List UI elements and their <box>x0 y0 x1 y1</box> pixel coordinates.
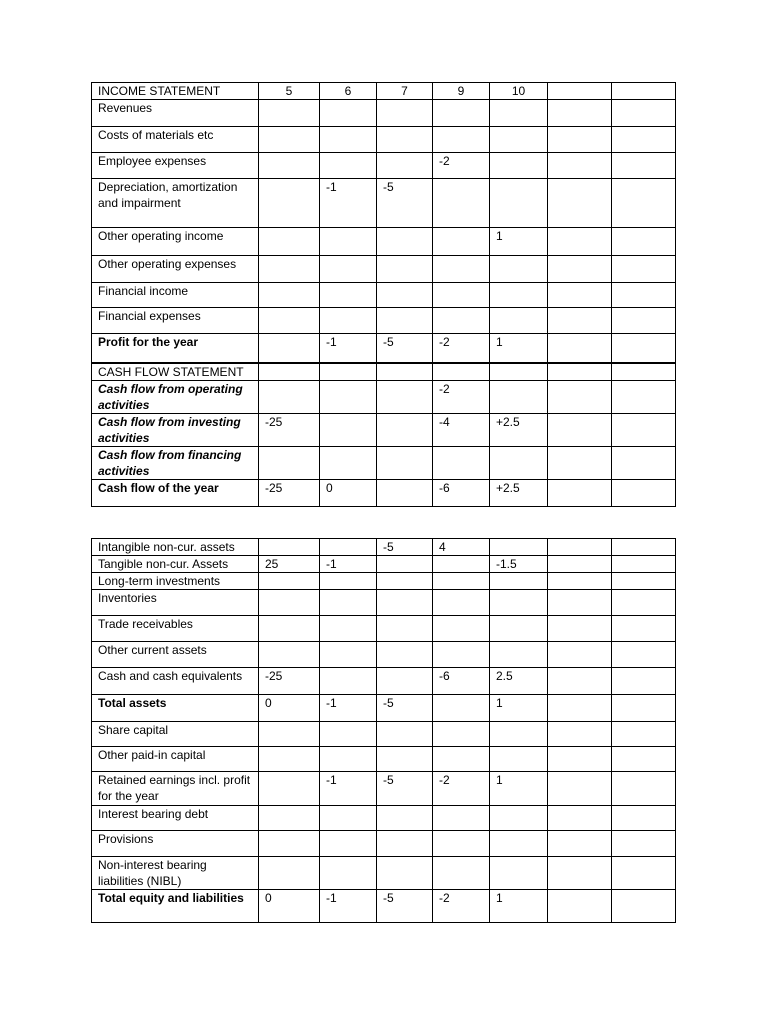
value-cell <box>612 153 676 179</box>
value-cell <box>320 414 377 447</box>
row-label-cell: Other current assets <box>92 642 259 668</box>
row-label-cell: INCOME STATEMENT <box>92 83 259 100</box>
value-cell <box>320 668 377 695</box>
value-cell <box>548 100 612 127</box>
table-row <box>92 573 676 590</box>
table-row <box>92 747 676 772</box>
table-row <box>92 890 676 923</box>
value-cell <box>612 179 676 228</box>
table-row <box>92 668 676 695</box>
value-cell <box>320 228 377 256</box>
row-label-cell: Other operating income <box>92 228 259 256</box>
value-cell <box>377 831 433 857</box>
table-row <box>92 556 676 573</box>
value-cell <box>612 83 676 100</box>
value-cell <box>612 308 676 334</box>
value-cell: 10 <box>490 83 548 100</box>
value-cell <box>259 642 320 668</box>
value-cell <box>377 228 433 256</box>
row-label-cell: Depreciation, amortization and impairment <box>92 179 259 228</box>
row-label-cell: Non-interest bearing liabilities (NIBL) <box>92 857 259 890</box>
value-cell <box>377 573 433 590</box>
value-cell <box>377 100 433 127</box>
value-cell <box>548 308 612 334</box>
value-cell <box>548 127 612 153</box>
table-row <box>92 772 676 806</box>
value-cell <box>612 668 676 695</box>
value-cell <box>377 414 433 447</box>
table-row <box>92 179 676 228</box>
value-cell <box>548 179 612 228</box>
value-cell <box>377 283 433 308</box>
value-cell <box>548 695 612 722</box>
row-label-cell: Cash flow from financing activities <box>92 447 259 480</box>
value-cell <box>320 722 377 747</box>
row-label-cell: Financial income <box>92 283 259 308</box>
value-cell <box>548 668 612 695</box>
value-cell <box>377 722 433 747</box>
row-label-cell: Other operating expenses <box>92 256 259 283</box>
value-cell <box>433 228 490 256</box>
value-cell <box>490 857 548 890</box>
value-cell <box>377 480 433 507</box>
value-cell <box>377 381 433 414</box>
value-cell: -2 <box>433 334 490 364</box>
value-cell <box>259 747 320 772</box>
value-cell: 0 <box>259 890 320 923</box>
table-row <box>92 283 676 308</box>
value-cell <box>433 363 490 381</box>
value-cell <box>433 127 490 153</box>
value-cell <box>377 668 433 695</box>
value-cell <box>259 153 320 179</box>
row-label-cell: Intangible non-cur. assets <box>92 539 259 556</box>
value-cell: -1 <box>320 890 377 923</box>
row-label-cell: Share capital <box>92 722 259 747</box>
value-cell: -5 <box>377 695 433 722</box>
table-row <box>92 228 676 256</box>
value-cell <box>320 256 377 283</box>
value-cell <box>548 890 612 923</box>
value-cell <box>612 722 676 747</box>
value-cell: +2.5 <box>490 480 548 507</box>
value-cell <box>433 747 490 772</box>
value-cell <box>320 831 377 857</box>
row-label-cell: Costs of materials etc <box>92 127 259 153</box>
value-cell <box>490 308 548 334</box>
value-cell <box>259 772 320 806</box>
value-cell <box>548 772 612 806</box>
value-cell <box>433 256 490 283</box>
table-row <box>92 363 676 381</box>
value-cell <box>433 616 490 642</box>
value-cell <box>377 127 433 153</box>
value-cell: 2.5 <box>490 668 548 695</box>
value-cell <box>259 283 320 308</box>
row-label-cell: Tangible non-cur. Assets <box>92 556 259 573</box>
value-cell <box>612 539 676 556</box>
value-cell <box>612 616 676 642</box>
value-cell <box>320 616 377 642</box>
value-cell <box>433 590 490 616</box>
value-cell <box>377 256 433 283</box>
value-cell <box>259 179 320 228</box>
value-cell: -1 <box>320 772 377 806</box>
value-cell <box>612 447 676 480</box>
value-cell <box>548 573 612 590</box>
value-cell <box>377 616 433 642</box>
value-cell <box>490 747 548 772</box>
value-cell: 25 <box>259 556 320 573</box>
value-cell <box>259 447 320 480</box>
value-cell: -5 <box>377 890 433 923</box>
value-cell <box>548 447 612 480</box>
row-label-cell: Other paid-in capital <box>92 747 259 772</box>
table-row <box>92 256 676 283</box>
balance-sheet-table <box>91 538 676 923</box>
value-cell <box>259 590 320 616</box>
value-cell <box>548 153 612 179</box>
value-cell <box>612 642 676 668</box>
value-cell <box>433 642 490 668</box>
value-cell: -1.5 <box>490 556 548 573</box>
value-cell <box>612 573 676 590</box>
value-cell <box>490 642 548 668</box>
value-cell <box>490 590 548 616</box>
value-cell: 9 <box>433 83 490 100</box>
value-cell <box>320 447 377 480</box>
row-label-cell: CASH FLOW STATEMENT <box>92 363 259 381</box>
value-cell <box>320 573 377 590</box>
value-cell: 5 <box>259 83 320 100</box>
value-cell <box>377 590 433 616</box>
value-cell <box>548 722 612 747</box>
value-cell: -1 <box>320 556 377 573</box>
table-row <box>92 334 676 364</box>
table-row <box>92 100 676 127</box>
value-cell <box>320 590 377 616</box>
table-row <box>92 480 676 507</box>
value-cell: -5 <box>377 334 433 364</box>
value-cell <box>612 414 676 447</box>
value-cell <box>548 747 612 772</box>
value-cell <box>259 256 320 283</box>
value-cell: -25 <box>259 414 320 447</box>
value-cell: -25 <box>259 480 320 507</box>
value-cell <box>612 890 676 923</box>
value-cell <box>612 381 676 414</box>
value-cell <box>259 381 320 414</box>
value-cell <box>612 363 676 381</box>
table-row <box>92 616 676 642</box>
value-cell: 1 <box>490 772 548 806</box>
value-cell <box>259 806 320 831</box>
value-cell <box>433 100 490 127</box>
row-label-cell: Revenues <box>92 100 259 127</box>
value-cell <box>548 857 612 890</box>
value-cell <box>548 556 612 573</box>
value-cell <box>320 308 377 334</box>
row-label-cell: Trade receivables <box>92 616 259 642</box>
value-cell <box>490 539 548 556</box>
value-cell <box>490 573 548 590</box>
value-cell <box>612 831 676 857</box>
value-cell <box>490 616 548 642</box>
value-cell <box>548 539 612 556</box>
table-header-row <box>92 83 676 100</box>
value-cell <box>490 100 548 127</box>
table-row <box>92 806 676 831</box>
row-label-cell: Cash flow from operating activities <box>92 381 259 414</box>
value-cell <box>259 857 320 890</box>
value-cell <box>377 556 433 573</box>
value-cell <box>320 747 377 772</box>
value-cell <box>433 722 490 747</box>
value-cell <box>433 695 490 722</box>
value-cell <box>433 857 490 890</box>
value-cell <box>548 806 612 831</box>
value-cell <box>377 153 433 179</box>
value-cell <box>612 556 676 573</box>
row-label-cell: Long-term investments <box>92 573 259 590</box>
value-cell: 0 <box>320 480 377 507</box>
value-cell: 6 <box>320 83 377 100</box>
row-label-cell: Inventories <box>92 590 259 616</box>
value-cell <box>612 857 676 890</box>
value-cell <box>433 573 490 590</box>
value-cell <box>259 539 320 556</box>
value-cell <box>490 256 548 283</box>
value-cell: -4 <box>433 414 490 447</box>
value-cell: -2 <box>433 153 490 179</box>
value-cell: 1 <box>490 228 548 256</box>
value-cell <box>490 179 548 228</box>
row-label-cell: Cash and cash equivalents <box>92 668 259 695</box>
value-cell <box>259 127 320 153</box>
table-row <box>92 414 676 447</box>
value-cell <box>548 616 612 642</box>
value-cell <box>490 831 548 857</box>
table-row <box>92 831 676 857</box>
value-cell <box>612 695 676 722</box>
row-label-cell: Interest bearing debt <box>92 806 259 831</box>
value-cell <box>320 153 377 179</box>
value-cell: +2.5 <box>490 414 548 447</box>
row-label-cell: Cash flow from investing activities <box>92 414 259 447</box>
value-cell <box>548 414 612 447</box>
value-cell <box>377 363 433 381</box>
table-row <box>92 695 676 722</box>
value-cell <box>377 806 433 831</box>
value-cell <box>490 806 548 831</box>
value-cell <box>259 573 320 590</box>
value-cell <box>377 308 433 334</box>
value-cell <box>548 831 612 857</box>
row-label-cell: Employee expenses <box>92 153 259 179</box>
value-cell: -2 <box>433 381 490 414</box>
value-cell <box>548 256 612 283</box>
row-label-cell: Retained earnings incl. profit for the year <box>92 772 259 806</box>
row-label-cell: Total assets <box>92 695 259 722</box>
value-cell <box>490 381 548 414</box>
value-cell <box>320 283 377 308</box>
value-cell: -5 <box>377 539 433 556</box>
value-cell <box>320 857 377 890</box>
value-cell <box>612 772 676 806</box>
value-cell <box>490 127 548 153</box>
table-row <box>92 590 676 616</box>
value-cell: -1 <box>320 179 377 228</box>
value-cell: 4 <box>433 539 490 556</box>
value-cell <box>612 334 676 364</box>
value-cell: 1 <box>490 890 548 923</box>
value-cell <box>377 747 433 772</box>
value-cell <box>259 722 320 747</box>
value-cell <box>259 831 320 857</box>
value-cell <box>548 642 612 668</box>
value-cell: -25 <box>259 668 320 695</box>
value-cell <box>377 447 433 480</box>
value-cell <box>490 363 548 381</box>
value-cell: -1 <box>320 695 377 722</box>
table-row <box>92 642 676 668</box>
value-cell <box>612 590 676 616</box>
value-cell: -1 <box>320 334 377 364</box>
value-cell <box>548 334 612 364</box>
value-cell <box>548 83 612 100</box>
value-cell: 0 <box>259 695 320 722</box>
value-cell <box>490 153 548 179</box>
value-cell: -5 <box>377 179 433 228</box>
value-cell <box>320 381 377 414</box>
value-cell <box>433 447 490 480</box>
value-cell <box>433 179 490 228</box>
table-row <box>92 722 676 747</box>
income-statement-table <box>91 82 676 507</box>
value-cell <box>612 100 676 127</box>
value-cell <box>433 556 490 573</box>
row-label-cell: Profit for the year <box>92 334 259 364</box>
value-cell: -5 <box>377 772 433 806</box>
value-cell <box>548 590 612 616</box>
value-cell <box>612 256 676 283</box>
row-label-cell: Cash flow of the year <box>92 480 259 507</box>
value-cell <box>612 283 676 308</box>
table-row <box>92 857 676 890</box>
row-label-cell: Provisions <box>92 831 259 857</box>
table-row <box>92 539 676 556</box>
value-cell <box>612 127 676 153</box>
value-cell <box>433 806 490 831</box>
table-row <box>92 308 676 334</box>
value-cell <box>548 363 612 381</box>
value-cell <box>490 447 548 480</box>
row-label-cell: Financial expenses <box>92 308 259 334</box>
value-cell <box>433 283 490 308</box>
value-cell <box>259 308 320 334</box>
table-row <box>92 127 676 153</box>
table-row <box>92 153 676 179</box>
value-cell <box>320 363 377 381</box>
value-cell <box>490 722 548 747</box>
value-cell <box>320 806 377 831</box>
value-cell <box>320 539 377 556</box>
value-cell <box>548 283 612 308</box>
value-cell <box>548 228 612 256</box>
value-cell <box>259 100 320 127</box>
value-cell <box>259 228 320 256</box>
value-cell <box>433 308 490 334</box>
value-cell <box>433 831 490 857</box>
row-label-cell: Total equity and liabilities <box>92 890 259 923</box>
value-cell <box>612 806 676 831</box>
value-cell: -6 <box>433 480 490 507</box>
value-cell <box>320 100 377 127</box>
value-cell <box>259 616 320 642</box>
value-cell: 7 <box>377 83 433 100</box>
value-cell <box>377 857 433 890</box>
value-cell <box>612 747 676 772</box>
value-cell: -2 <box>433 890 490 923</box>
value-cell <box>612 480 676 507</box>
value-cell <box>548 480 612 507</box>
value-cell <box>548 381 612 414</box>
value-cell <box>612 228 676 256</box>
value-cell <box>259 363 320 381</box>
value-cell <box>377 642 433 668</box>
value-cell: 1 <box>490 334 548 364</box>
table-row <box>92 381 676 414</box>
value-cell <box>259 334 320 364</box>
value-cell <box>490 283 548 308</box>
value-cell: -2 <box>433 772 490 806</box>
table-row <box>92 447 676 480</box>
value-cell: 1 <box>490 695 548 722</box>
value-cell: -6 <box>433 668 490 695</box>
value-cell <box>320 642 377 668</box>
value-cell <box>320 127 377 153</box>
